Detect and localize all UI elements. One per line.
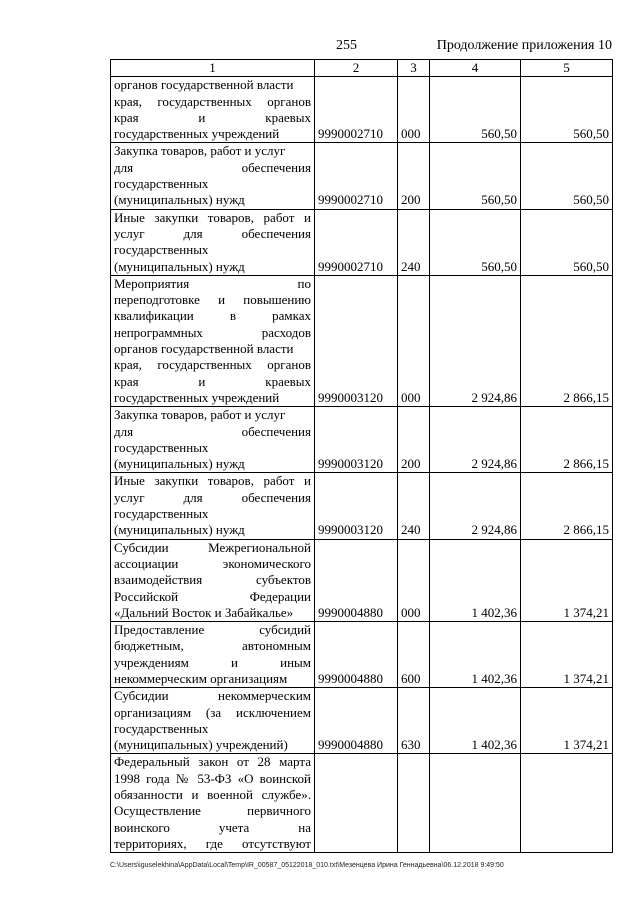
table-row <box>111 77 613 143</box>
row-value-1-cell: 1 402,36 <box>430 622 521 688</box>
row-name-line: Субсидии некоммерческим <box>114 688 311 704</box>
row-name-line: государственных <box>114 242 209 258</box>
table-header-row <box>111 60 613 77</box>
row-code-cell: 9990002710 <box>315 77 398 143</box>
row-value-1-cell: 2 924,86 <box>430 473 521 539</box>
row-name-line: учреждениям и иным <box>114 654 311 670</box>
page-number: 255 <box>336 38 357 53</box>
row-type-cell: 240 <box>398 209 430 275</box>
row-name-line: переподготовке и повышению <box>114 292 311 308</box>
row-name-line: (муниципальных) нужд <box>114 192 245 208</box>
row-name-line: ассоциации экономического <box>114 555 311 571</box>
row-name-line: края, государственных органов <box>114 357 311 373</box>
row-name-line: воинского учета на <box>114 819 311 835</box>
row-name-line: органов государственной власти <box>114 77 294 93</box>
row-code-cell <box>315 754 398 853</box>
row-name-line: Субсидии Межрегиональной <box>114 539 311 555</box>
table-row <box>111 143 613 209</box>
row-name-line: края и краевых <box>114 373 311 389</box>
row-type-cell: 200 <box>398 143 430 209</box>
table-row <box>111 688 613 754</box>
table-row <box>111 209 613 275</box>
row-name-line: «Дальний Восток и Забайкалье» <box>114 604 294 620</box>
row-type-cell: 000 <box>398 77 430 143</box>
row-name-line: некоммерческим организациям <box>114 670 288 686</box>
row-value-2-cell: 560,50 <box>521 209 613 275</box>
row-name-line: услуг для обеспечения <box>114 489 311 505</box>
table-row <box>111 622 613 688</box>
row-name-cell <box>111 473 315 539</box>
row-name-line: (муниципальных) нужд <box>114 258 245 274</box>
row-name-line: Закупка товаров, работ и услуг <box>114 143 286 159</box>
row-name-cell <box>111 407 315 473</box>
footer-file-path: C:\Users\iguselekhina\AppData\Local\Temp\IR_00587_05122018_010.txt\Мезенцева Ирина Геннадьевна\06.12.2018 9:49:50 <box>110 862 504 869</box>
row-code-cell: 9990003120 <box>315 473 398 539</box>
row-name-line: для обеспечения <box>114 159 311 175</box>
row-name-line: обязанности и военной службе». <box>114 787 311 803</box>
row-name-line: Мероприятия по <box>114 275 311 291</box>
row-name-line: Российской Федерации <box>114 588 311 604</box>
row-value-2-cell: 2 866,15 <box>521 275 613 406</box>
table-row <box>111 539 613 621</box>
row-name-line: государственных <box>114 720 209 736</box>
row-type-cell: 200 <box>398 407 430 473</box>
row-name-line: государственных <box>114 506 209 522</box>
row-code-cell: 9990002710 <box>315 209 398 275</box>
row-name-line: Закупка товаров, работ и услуг <box>114 407 286 423</box>
budget-table <box>110 59 613 853</box>
row-name-line: территориях, где отсутствуют <box>114 835 311 851</box>
row-name-cell <box>111 209 315 275</box>
row-name-line: (муниципальных) нужд <box>114 456 245 472</box>
row-type-cell: 000 <box>398 275 430 406</box>
row-name-cell <box>111 754 315 853</box>
row-name-cell <box>111 77 315 143</box>
row-value-2-cell: 560,50 <box>521 77 613 143</box>
row-code-cell: 9990002710 <box>315 143 398 209</box>
row-code-cell: 9990004880 <box>315 539 398 621</box>
row-value-1-cell: 1 402,36 <box>430 539 521 621</box>
row-name-line: органов государственной власти <box>114 341 294 357</box>
row-name-cell <box>111 688 315 754</box>
column-header: 5 <box>521 60 613 77</box>
table-row <box>111 473 613 539</box>
row-name-line: государственных учреждений <box>114 126 280 142</box>
row-name-line: 1998 года № 53-ФЗ «О воинской <box>114 770 311 786</box>
row-value-2-cell: 2 866,15 <box>521 407 613 473</box>
table-row <box>111 275 613 406</box>
row-value-1-cell: 560,50 <box>430 143 521 209</box>
row-name-cell <box>111 622 315 688</box>
row-name-line: государственных <box>114 176 209 192</box>
page-caption: Продолжение приложения 10 <box>436 38 612 53</box>
row-type-cell: 630 <box>398 688 430 754</box>
row-code-cell: 9990003120 <box>315 407 398 473</box>
row-value-1-cell: 560,50 <box>430 209 521 275</box>
row-value-1-cell: 2 924,86 <box>430 275 521 406</box>
row-name-line: услуг для обеспечения <box>114 225 311 241</box>
row-name-line: организациям (за исключением <box>114 704 311 720</box>
row-name-cell <box>111 275 315 406</box>
row-name-line: государственных <box>114 439 209 455</box>
row-value-2-cell: 1 374,21 <box>521 539 613 621</box>
column-header: 2 <box>315 60 398 77</box>
row-name-line: непрограммных расходов <box>114 324 311 340</box>
row-type-cell: 240 <box>398 473 430 539</box>
row-name-line: бюджетным, автономным <box>114 638 311 654</box>
column-header: 1 <box>111 60 315 77</box>
row-name-line: Иные закупки товаров, работ и <box>114 473 311 489</box>
row-name-line: для обеспечения <box>114 423 311 439</box>
row-type-cell <box>398 754 430 853</box>
row-value-2-cell: 2 866,15 <box>521 473 613 539</box>
row-value-2-cell: 1 374,21 <box>521 622 613 688</box>
table-body <box>111 77 613 853</box>
row-code-cell: 9990004880 <box>315 622 398 688</box>
table-row <box>111 407 613 473</box>
row-value-1-cell: 2 924,86 <box>430 407 521 473</box>
row-name-line: края, государственных органов <box>114 93 311 109</box>
row-name-cell <box>111 143 315 209</box>
row-name-line: (муниципальных) учреждений) <box>114 737 288 753</box>
row-type-cell: 000 <box>398 539 430 621</box>
row-name-line: Федеральный закон от 28 марта <box>114 754 311 770</box>
row-name-line: взаимодействия субъектов <box>114 572 311 588</box>
row-value-2-cell: 1 374,21 <box>521 688 613 754</box>
row-name-cell <box>111 539 315 621</box>
column-header: 4 <box>430 60 521 77</box>
row-name-line: государственных учреждений <box>114 389 280 405</box>
row-name-line: Предоставление субсидий <box>114 622 311 638</box>
table-row <box>111 754 613 853</box>
row-value-2-cell: 560,50 <box>521 143 613 209</box>
row-value-1-cell: 560,50 <box>430 77 521 143</box>
row-type-cell: 600 <box>398 622 430 688</box>
row-name-line: Осуществление первичного <box>114 803 311 819</box>
row-value-2-cell <box>521 754 613 853</box>
row-code-cell: 9990004880 <box>315 688 398 754</box>
row-name-line: квалификации в рамках <box>114 308 311 324</box>
row-code-cell: 9990003120 <box>315 275 398 406</box>
row-name-line: (муниципальных) нужд <box>114 522 245 538</box>
row-value-1-cell <box>430 754 521 853</box>
row-value-1-cell: 1 402,36 <box>430 688 521 754</box>
row-name-line: края и краевых <box>114 109 311 125</box>
column-header: 3 <box>398 60 430 77</box>
row-name-line: Иные закупки товаров, работ и <box>114 209 311 225</box>
